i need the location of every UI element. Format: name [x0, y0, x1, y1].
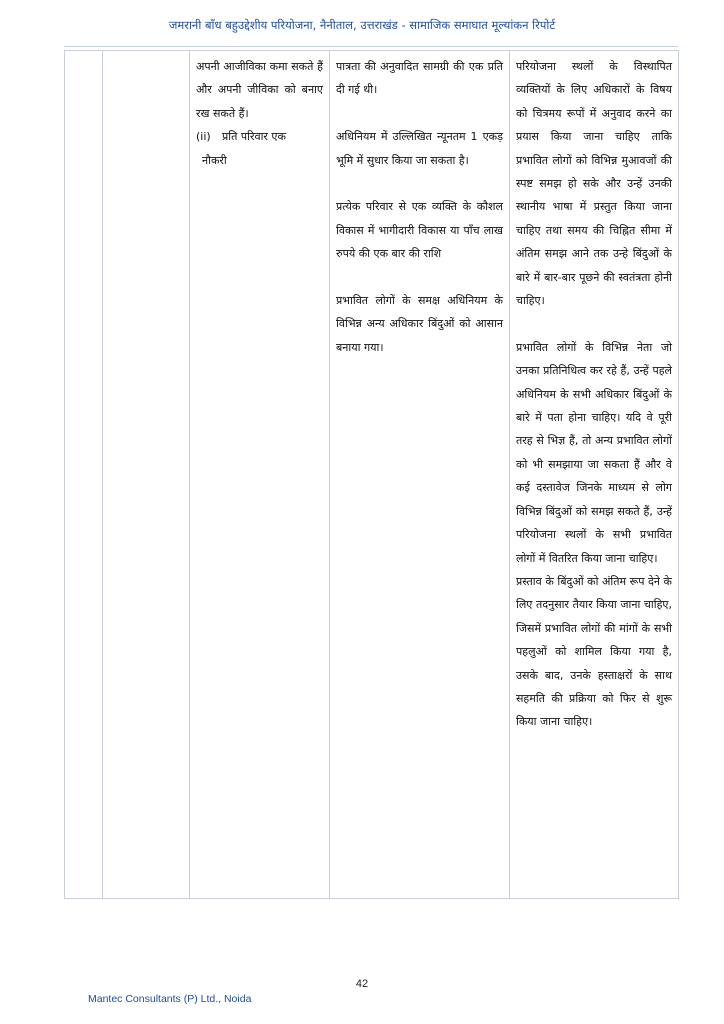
- entitlement-list-item: [196, 125, 323, 172]
- recommendation-paragraph: प्रभावित लोगों के विभिन्न नेता जो उनका प्रतिनिधित्व कर रहे हैं, उन्हें पहले अधिनियम के सभी अधिकार बिंदुओं के बारे में पता होना चाहिए। यदि वे पूरी तरह से भिज्ञ हैं, तो अन्य प्रभावित लोगों को भी समझाया जा सकता हैं और वे कई दस्तावेज जिनके माध्यम से लोग विभिन्न बिंदुओं को समझ सकते हैं, उन्हें परियोजना स्थलों के सभी प्रभावित लोगों में वितरित किया जाना चाहिए।: [516, 340, 672, 565]
- status-paragraph: पात्रता की अनुवादित सामग्री की एक प्रति दी गई थी।: [336, 60, 503, 97]
- list-item-number: (ii): [196, 130, 211, 144]
- recommendation-paragraph: परियोजना स्थलों के विस्थापित व्यक्तियों के लिए अधिकारों के विषय को चित्रमय रूपों में अनुवाद करने का प्रयास किया जाना चाहिए ताकि प्रभावित लोगों को विभिन्न मुआवजों की स्पष्ट समझ हो सके और उन्हें उनकी स्थानीय भाषा में प्रस्तुत किया जाना चाहिए तथा समय की चिह्नित सीमा में अंतिम समझ आने तक उन्हे बिंदुओं के बारे में बार-बार पूछने की स्वतंत्रता होनी चाहिए।: [516, 60, 672, 308]
- entitlement-text: अपनी आजीविका कमा सकते हैं और अपनी जीविका को बनाए रख सकते हैं।: [196, 60, 323, 120]
- table-cell-category: [103, 51, 190, 899]
- content-table: [64, 50, 679, 899]
- table-cell-serial: [65, 51, 103, 899]
- table-cell-recommendation: [510, 51, 679, 899]
- table-row: [65, 51, 679, 899]
- status-paragraph: अधिनियम में उल्लिखित न्यूनतम 1 एकड़ भूमि में सुधार किया जा सकता है।: [336, 130, 503, 167]
- table-cell-entitlement: [190, 51, 330, 899]
- header-divider: [64, 46, 678, 47]
- table-cell-status: [330, 51, 510, 899]
- list-item-text: प्रति परिवार एक: [222, 130, 286, 144]
- recommendation-paragraph: प्रस्ताव के बिंदुओं को अंतिम रूप देने के लिए तदनुसार तैयार किया जाना चाहिए, जिसमें प्रभावित लोगों की मांगों के सभी पहलुओं को शामिल किया गया है, उसके बाद, उनके हस्ताक्षरों के साथ सहमति की प्रक्रिया को फिर से शुरू किया जाना चाहिए।: [516, 574, 672, 729]
- list-item-text-continued: नौकरी: [202, 153, 227, 167]
- status-paragraph: प्रत्येक परिवार से एक व्यक्ति के कौशल विकास में भागीदारी विकास या पाँच लाख रुपये की एक बार की राशि: [336, 200, 503, 261]
- status-paragraph: प्रभावित लोगों के समक्ष अधिनियम के विभिन्न अन्य अधिकार बिंदुओं को आसान बनाया गया।: [336, 294, 503, 354]
- footer-company: Mantec Consultants (P) Ltd., Noida: [88, 993, 252, 1005]
- page-number: 42: [355, 978, 369, 990]
- page-header: जमरानी बाँध बहुउद्देशीय परियोजना, नैनीताल, उत्तराखंड - सामाजिक समाघात मूल्यांकन रिपोर्ट: [168, 18, 556, 32]
